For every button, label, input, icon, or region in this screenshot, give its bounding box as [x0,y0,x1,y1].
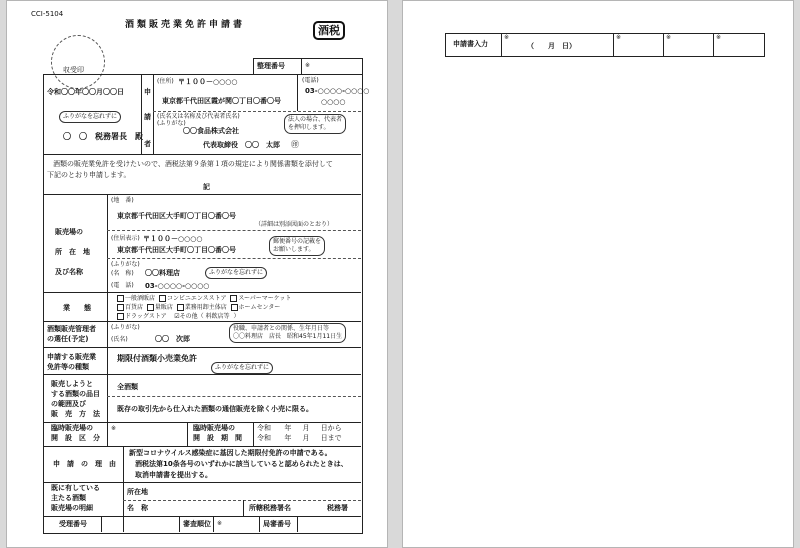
store-chiban-tag: (地 番) [111,197,134,204]
products-label-1: 販売しようと [51,380,93,388]
products-items: 全酒類 [117,383,138,391]
temp-place-label-1: 臨時販売場の [51,424,93,432]
footer-receipt-no: 受理番号 [59,520,87,528]
reason-label: 申 請 の 理 由 [53,460,116,468]
intro-line-1: 酒類の販売業免許を受けたいので、酒税法第９条第１項の規定により関係書類を添付して [53,160,333,168]
applicant-tel2: ○○○○ [321,98,346,106]
applicant-rep: 代表取締役 [203,141,238,149]
store-tel-tag: (電 話) [111,282,134,289]
business-row-2: 百貨店 量販店 業務用卸主体店 ホームセンター [117,304,280,311]
manager-label-1: 酒類販売管理者 [47,325,96,333]
note-furigana: ふりがなを忘れずに [59,111,121,123]
temp-period-label-1: 臨時販売場の [193,424,235,432]
note-corp-seal: 法人の場合、代表者 を押印します。 [284,114,346,134]
manager-label-2: の選任(予定) [47,335,89,343]
manager-name-tag: (氏名) [111,336,128,343]
ki-mark: 記 [203,183,210,191]
temp-place-mark: ※ [111,425,117,432]
seal-mark: ㊞ [291,140,299,149]
license-label-1: 申請する販売業 [47,353,96,361]
input-mark-4: ※ [716,34,722,41]
applicant-furigana-tag: (ふりがな) [157,120,186,127]
reason-line-1: 新型コロナウイルス感染症に基因した期限付免許の申請である。 [129,449,332,457]
reason-line-3: 取消申請書を提出する。 [135,471,212,479]
input-date: （ 月 日） [527,42,576,50]
store-furigana-tag: (ふりがな) [111,261,140,268]
business-row-1: 一般酒販店 コンビニエンスストア スーパーマーケット [117,295,291,302]
temp-period-from: 令和 年 月 日から [257,424,342,432]
doc-code: CCI-5104 [31,10,64,18]
existing-addr-tag: 所在地 [127,488,148,496]
store-label-3: 及び名称 [55,268,83,276]
date: 令和〇〇年〇〇月〇〇日 [47,88,124,96]
business-row-3: ドラッグストア ☑その他（ 料飲店等 ） [117,313,239,320]
applicant-name-tag: (氏名又は名称及び代表者氏名) [157,113,240,120]
note-manager: 役職、申請者との関係、生年月日等 〇〇料理店 店長 昭和45年1月11日生 [229,323,346,343]
note-furigana-3: ふりがなを忘れずに [211,362,273,374]
applicant-label-1: 申 [144,88,151,96]
applicant-tel: 03-○○○○-○○○○ [305,87,370,95]
footer-check-no: 局審番号 [263,520,291,528]
store-tel: 03-○○○○-○○○○ [145,282,210,290]
store-postal: 〒１００－○○○○ [143,235,203,243]
input-header: 申請書入力 [453,40,488,48]
store-name: 〇〇料理店 [145,269,180,277]
footer-order: 審査順位 [183,520,211,528]
applicant-label-3: 者 [144,140,151,148]
page-2 [402,0,794,548]
store-jukyo: 東京都千代田区大手町〇丁目〇番〇号 [117,246,236,254]
business-label: 業 態 [63,304,91,312]
products-label-2: する酒類の品目 [51,390,100,398]
applicant-company: 〇〇食品株式会社 [183,127,239,135]
license-label-2: 免許等の種類 [47,363,89,371]
applicant-tel-tag: (電話) [302,77,319,84]
footer-mark: ※ [217,520,223,527]
store-chiban: 東京都千代田区大手町〇丁目〇番〇号 [117,212,236,220]
existing-label-1: 既に有している [51,484,100,492]
manager-name: 〇〇 次郎 [155,335,190,343]
input-mark-3: ※ [666,34,672,41]
existing-label-2: 主たる酒類 [51,494,86,502]
applicant-rep-name: 〇〇 太郎 [245,141,280,149]
applicant-addr: 東京都千代田区霞が関〇丁目〇番〇号 [162,97,281,105]
temp-period-to: 令和 年 月 日まで [257,434,342,442]
temp-place-label-2: 開 設 区 分 [51,434,100,442]
products-method: 既存の取引先から仕入れた酒類の通信販売を除く小売に限る。 [117,405,313,413]
addressee: 〇 〇 税務署長 殿 [63,132,143,141]
note-postal: 郵便番号の記載を お願いします。 [269,236,325,256]
intro-line-2: 下記のとおり申請します。 [47,171,131,179]
existing-name-tag: 名 称 [127,504,148,512]
existing-label-3: 販売場の明細 [51,504,93,512]
applicant-postal: 〒１００－○○○○ [178,78,238,86]
existing-office-suffix: 税務署 [327,504,348,512]
arrange-no-mark: ※ [305,62,311,69]
store-jukyo-tag: (住居表示) [111,235,140,242]
note-furigana-2: ふりがなを忘れずに [205,267,267,279]
applicant-addr-tag: (住所) [157,78,174,85]
store-label-2: 所 在 地 [55,248,90,256]
store-name-tag: (名 称) [111,270,134,277]
reason-line-2: 酒税法第10条各号のいずれかに該当していると認められたときは、 [135,460,348,468]
existing-office-tag: 所轄税務署名 [249,504,291,512]
form-title: 酒類販売業免許申請書 [125,20,246,30]
note-detail: （詳細は別添図面のとおり） [255,221,334,228]
arrange-no-label: 整理番号 [257,62,285,70]
input-mark-2: ※ [616,34,622,41]
stamp-box: 酒税 [313,21,345,40]
store-label-1: 販売場の [55,228,83,236]
applicant-label-2: 請 [144,113,151,121]
products-label-4: 販 売 方 法 [51,410,100,418]
manager-furigana-tag: (ふりがな) [111,324,140,331]
page-1 [6,0,388,548]
license-value: 期限付酒類小売業免許 [117,354,197,363]
products-label-3: の範囲及び [51,400,86,408]
receipt-label: 収受印 [63,66,84,74]
temp-period-label-2: 開 設 期 間 [193,434,242,442]
input-mark-1: ※ [504,34,510,41]
